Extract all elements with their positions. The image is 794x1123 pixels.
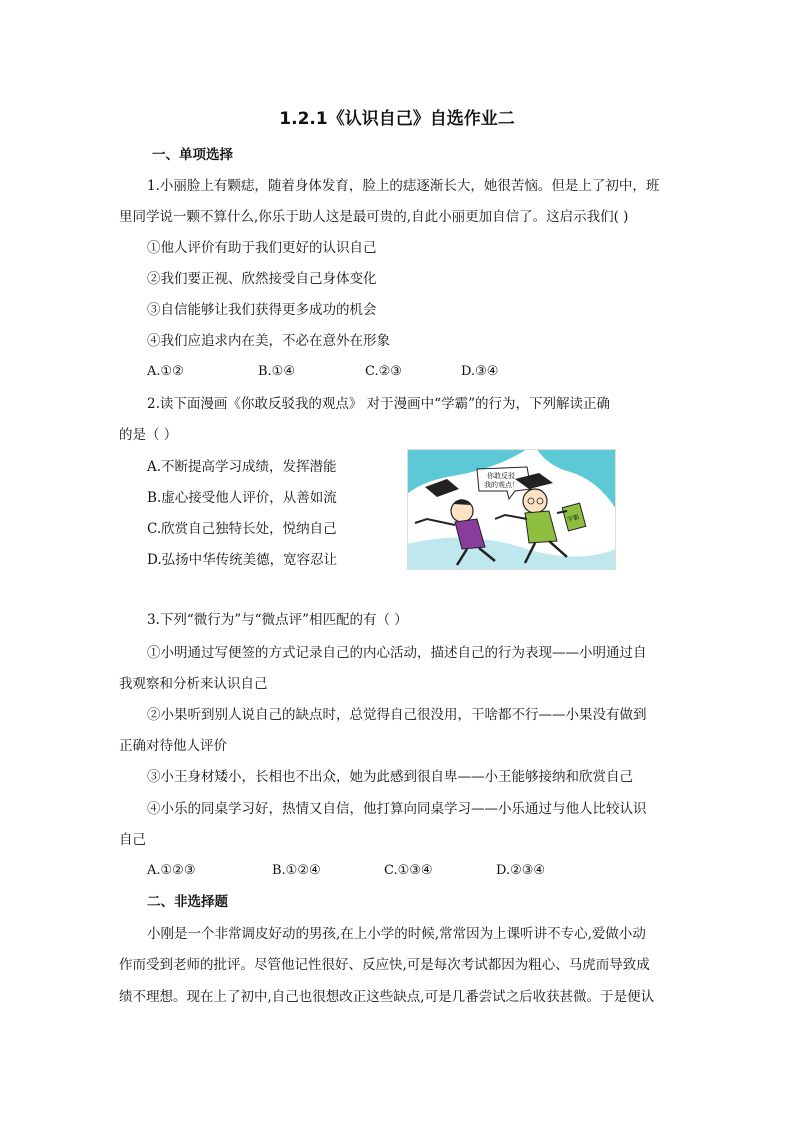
- q2-option-c: C.欣赏自己独特长处，悦纳自己: [147, 521, 337, 537]
- section1-heading: 一、单项选择: [152, 147, 233, 163]
- q3-item1-line1: ①小明通过写便签的方式记录自己的内心活动，描述自己的行为表现——小明通过自: [147, 645, 647, 661]
- q2-option-a: A.不断提高学习成绩，发挥潜能: [147, 459, 337, 475]
- q3-option-c: C.①③④: [384, 863, 433, 878]
- q1-option-d: D.③④: [461, 364, 499, 379]
- q3-item2-line2: 正确对待他人评价: [119, 738, 227, 754]
- document-title: 1.2.1《认识自己》自选作业二: [279, 109, 515, 129]
- q1-option-b: B.①④: [258, 364, 295, 379]
- q3-option-b: B.①②④: [272, 863, 321, 878]
- speech-line2: 我的观点！: [484, 481, 519, 489]
- q1-statement-2: ②我们要正视、欣然接受自己身体变化: [147, 271, 377, 287]
- q3-item4-line2: 自己: [119, 832, 146, 848]
- section2-para-line3: 绩不理想。现在上了初中,自己也很想改正这些缺点,可是几番尝试之后收获甚微。于是便认: [119, 989, 655, 1005]
- q1-statement-4: ④我们应追求内在美，不必在意外在形象: [147, 333, 390, 349]
- q2-stem-line2: 的是（ ）: [119, 427, 178, 443]
- q3-item2-line1: ②小果听到别人说自己的缺点时，总觉得自己很没用，干啥都不行——小果没有做到: [147, 707, 647, 723]
- q2-option-b: B.虚心接受他人评价，从善如流: [147, 490, 337, 506]
- q3-option-d: D.②③④: [496, 863, 546, 878]
- q2-option-d: D.弘扬中华传统美德，宽容忍让: [147, 552, 338, 568]
- q2-stem-line1: 2.读下面漫画《你敢反驳我的观点》 对于漫画中“学霸”的行为，下列解读正确: [147, 396, 610, 412]
- speech-line1: 你敢反驳: [487, 472, 515, 480]
- section2-para-line2: 作而受到老师的批评。尽管他记性很好、反应快,可是每次考试都因为粗心、马虎而导致成: [119, 957, 650, 973]
- q1-option-c: C.②③: [365, 364, 402, 379]
- section2-para-line1: 小刚是一个非常调皮好动的男孩,在上小学的时候,常常因为上课听讲不专心,爱做小动: [147, 926, 646, 942]
- q1-option-a: A.①②: [147, 364, 184, 379]
- cartoon-image: [407, 449, 616, 570]
- q1-statement-1: ①他人评价有助于我们更好的认识自己: [147, 240, 377, 256]
- q3-item1-line2: 我观察和分析来认识自己: [119, 676, 268, 692]
- q1-stem-line1: 1.小丽脸上有颗痣，随着身体发育，脸上的痣逐渐长大，她很苦恼。但是上了初中，班: [147, 178, 660, 194]
- q3-stem: 3.下列“微行为”与“微点评”相匹配的有（ ）: [147, 612, 408, 628]
- q3-option-a: A.①②③: [147, 863, 196, 878]
- book-label: 学霸: [566, 513, 581, 524]
- q1-statement-3: ③自信能够让我们获得更多成功的机会: [147, 302, 377, 318]
- q3-item4-line1: ④小乐的同桌学习好，热情又自信，他打算向同桌学习——小乐通过与他人比较认识: [147, 801, 647, 817]
- q3-item3-line1: ③小王身材矮小，长相也不出众，她为此感到很自卑——小王能够接纳和欣赏自己: [147, 769, 633, 785]
- section2-heading: 二、非选择题: [147, 894, 228, 910]
- q1-stem-line2: 里同学说一颗不算什么,你乐于助人这是最可贵的,自此小丽更加自信了。这启示我们( ): [119, 209, 629, 225]
- right-figure-head: [523, 489, 547, 513]
